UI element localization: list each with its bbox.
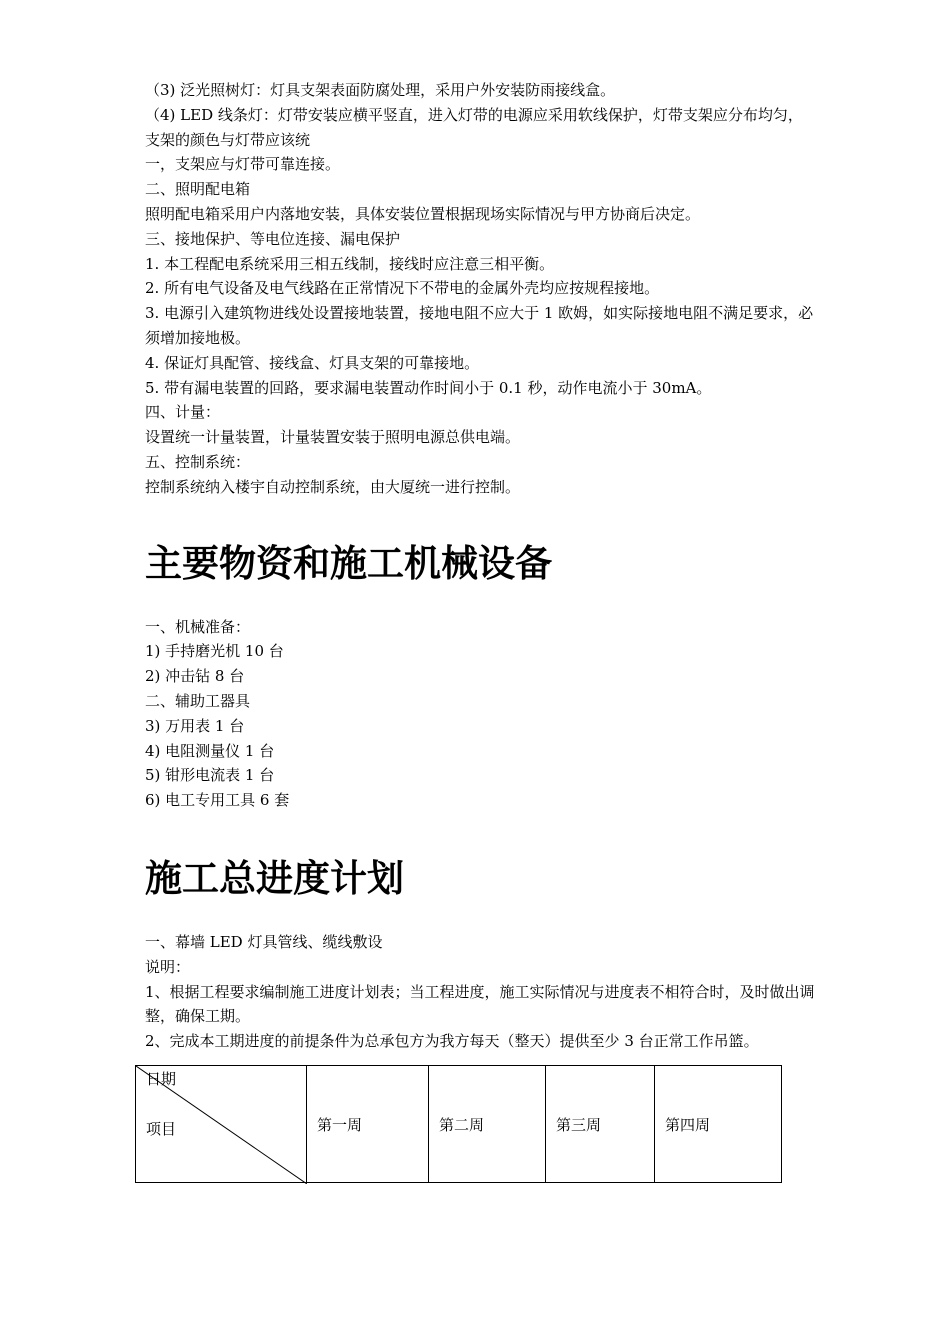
text-line: 一、机械准备： [145,617,251,636]
week-header-cell: 第二周 [429,1066,546,1183]
text-line: 2、完成本工期进度的前提条件为总承包方为我方每天（整天）提供至少 3 台正常工作吊篮。 [145,1032,759,1051]
text-line: 4) 电阻测量仪 1 台 [145,741,275,760]
schedule-heading: 施工总进度计划 [145,856,404,900]
text-line: 一，支架应与灯带可靠连接。 [145,155,341,174]
text-line: 5) 钳形电流表 1 台 [145,766,275,785]
item-label: 项目 [146,1120,177,1138]
week-header-cell: 第一周 [307,1066,429,1183]
text-line: 二、照明配电箱 [145,180,251,199]
text-line: 二、辅助工器具 [145,691,251,710]
text-line: 1. 本工程配电系统采用三相五线制，接线时应注意三相平衡。 [145,254,555,273]
date-label: 日期 [146,1070,177,1088]
text-line: 2) 冲击钻 8 台 [145,667,245,686]
lighting-section [145,78,815,500]
equipment-section [145,615,815,813]
text-line: 一、幕墙 LED 灯具管线、缆线敷设 [145,932,383,951]
text-line: （3) 泛光照树灯：灯具支架表面防腐处理，采用户外安装防雨接线盒。 [145,81,616,99]
text-line: 四、计量： [145,403,221,422]
text-line: （4) LED 线条灯：灯带安装应横平竖直，进入灯带的电源应采用软线保护，灯带支架应分布均匀，支架的颜色与灯带应该统 [145,105,803,149]
text-line: 设置统一计量装置，计量装置安装于照明电源总供电端。 [145,428,521,447]
text-line: 照明配电箱采用户内落地安装，具体安装位置根据现场实际情况与甲方协商后决定。 [145,204,701,223]
text-line: 6) 电工专用工具 6 套 [145,791,290,810]
text-line: 5. 带有漏电装置的回路，要求漏电装置动作时间小于 0.1 秒，动作电流小于 30mA。 [145,378,712,397]
text-line: 说明： [145,957,191,976]
text-line: 1) 手持磨光机 10 台 [145,642,284,661]
schedule-table [135,1065,782,1183]
corner-header-cell [136,1066,307,1183]
text-line: 五、控制系统： [145,452,251,471]
table-row [136,1066,782,1183]
text-line: 3. 电源引入建筑物进线处设置接地装置，接地电阻不应大于 1 欧姆，如实际接地电阻不满足要求，必须增加接地极。 [145,304,814,347]
text-line: 4. 保证灯具配管、接线盒、灯具支架的可靠接地。 [145,353,480,372]
text-line: 3) 万用表 1 台 [145,716,245,735]
text-line: 1、根据工程要求编制施工进度计划表；当工程进度，施工实际情况与进度表不相符合时，及时做出调整，确保工期。 [145,982,815,1026]
text-line: 2. 所有电气设备及电气线路在正常情况下不带电的金属外壳均应按规程接地。 [145,279,660,298]
schedule-section [145,930,815,1054]
week-header-cell: 第三周 [546,1066,655,1183]
week-header-cell: 第四周 [655,1066,782,1183]
text-line: 控制系统纳入楼宇自动控制系统，由大厦统一进行控制。 [145,477,521,496]
equipment-heading: 主要物资和施工机械设备 [145,541,552,585]
text-line: 三、接地保护、等电位连接、漏电保护 [145,229,401,248]
document-body [145,78,815,1054]
